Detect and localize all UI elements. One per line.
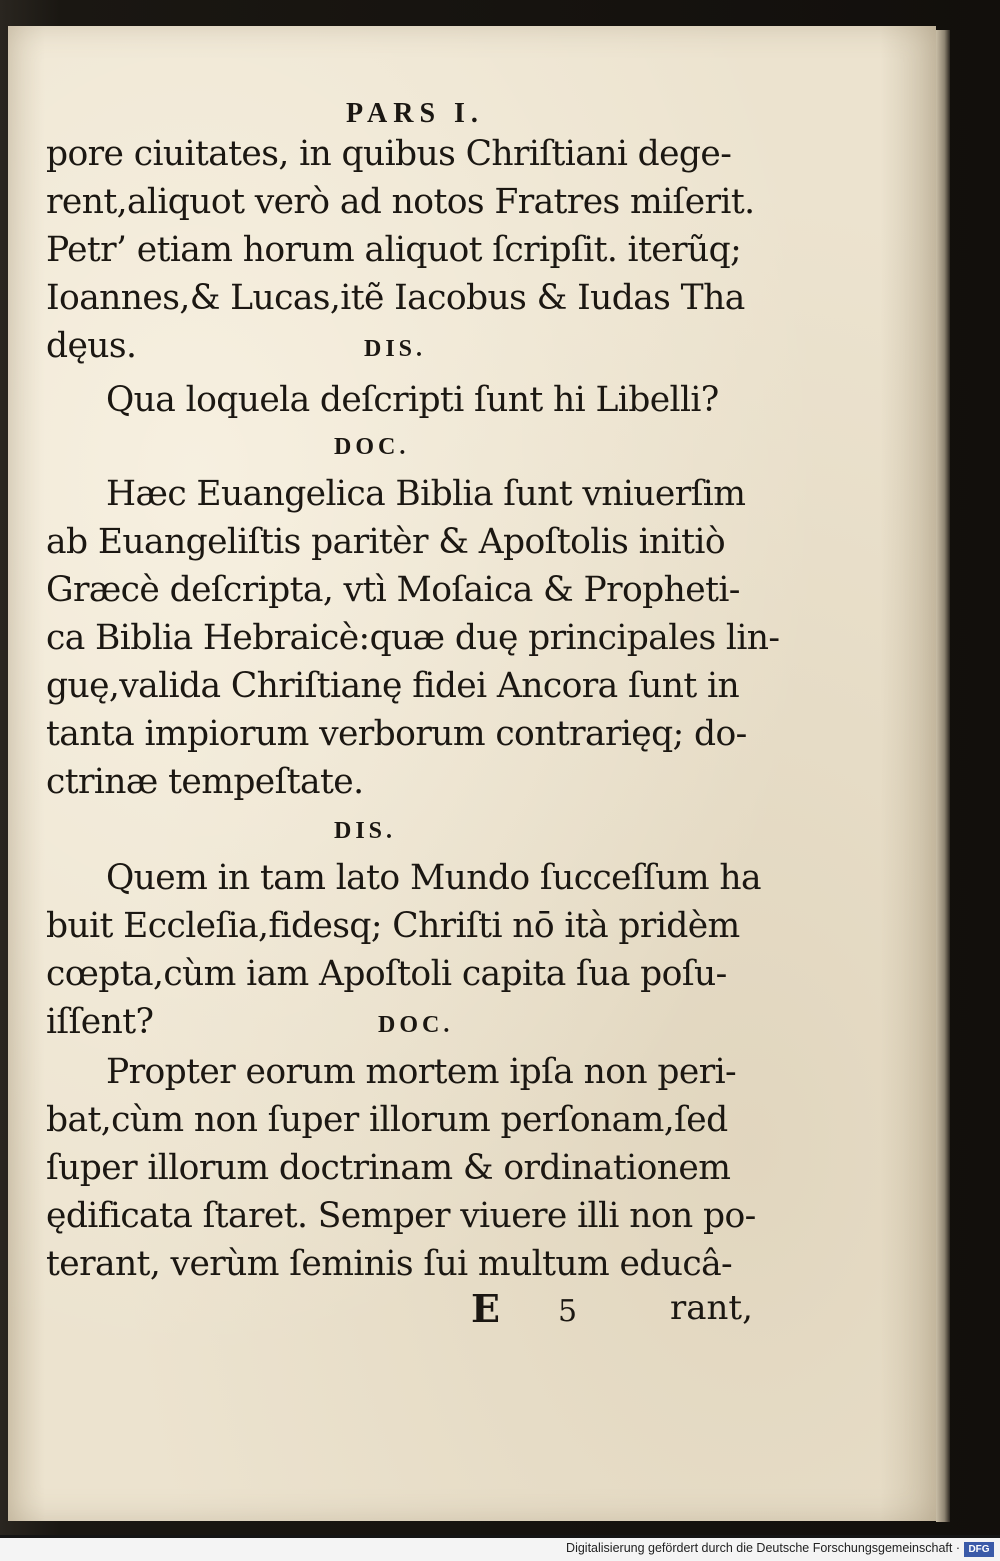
text-line: pore ciuitates, in quibus Chriſtiani dege-: [46, 134, 732, 174]
page-number: 5: [558, 1294, 578, 1329]
text-line: ca Biblia Hebraicè:quæ duę principales lin-: [46, 618, 780, 658]
catchword: rant,: [670, 1288, 753, 1328]
question-line: Qua loquela deſcripti ſunt hi Libelli?: [106, 380, 719, 420]
answer-line: Propter eorum mortem ipſa non peri-: [106, 1052, 737, 1092]
book-edge: [936, 30, 950, 1522]
text-line: guę,valida Chriſtianę fidei Ancora ſunt in: [46, 666, 740, 706]
text-line: tanta impiorum verborum contrarięq; do-: [46, 714, 747, 754]
running-head: PARS I.: [346, 98, 484, 129]
text-line: Græcè deſcripta, vtì Moſaica & Propheti-: [46, 570, 740, 610]
text-line: ab Euangeliſtis paritèr & Apoſtolis initiò: [46, 522, 725, 562]
text-line: cœpta,cùm iam Apoſtoli capita ſua poſu-: [46, 954, 727, 994]
text-line: ſuper illorum doctrinam & ordinationem: [46, 1148, 731, 1188]
speaker-label-dis: DIS.: [334, 818, 397, 844]
signature-mark: E: [471, 1286, 500, 1331]
text-line: rent,aliquot verò ad notos Fratres miſerit.: [46, 182, 755, 222]
text-line: Petr’ etiam horum aliquot ſcripſit. iterũq;: [46, 230, 742, 270]
footer-credit: Digitalisierung gefördert durch die Deutsche Forschungsgemeinschaft ·: [566, 1541, 960, 1555]
text-line: ędificata ſtaret. Semper viuere illi non po-: [46, 1196, 756, 1236]
footer-bar: [0, 1538, 1000, 1561]
text-line: terant, verùm ſeminis ſui multum educâ-: [46, 1244, 733, 1284]
text-line: Ioannes,& Lucas,itẽ Iacobus & Iudas Tha: [46, 278, 745, 318]
text-line: iſſent?: [46, 1002, 154, 1042]
text-line: bat,cùm non ſuper illorum perſonam,ſed: [46, 1100, 728, 1140]
question-line: Quem in tam lato Mundo ſucceſſum ha: [106, 858, 762, 898]
text-line: ctrinæ tempeſtate.: [46, 762, 364, 802]
text-line: buit Eccleſia,fidesq; Chriſti nō ità pridèm: [46, 906, 740, 946]
text-line: dęus.: [46, 326, 137, 366]
dfg-logo: DFG: [964, 1542, 994, 1557]
book-page: [8, 26, 936, 1521]
speaker-label-doc: DOC.: [378, 1012, 454, 1038]
answer-line: Hæc Euangelica Biblia ſunt vniuerſim: [106, 474, 746, 514]
speaker-label-dis: DIS.: [364, 336, 427, 362]
speaker-label-doc: DOC.: [334, 434, 410, 460]
